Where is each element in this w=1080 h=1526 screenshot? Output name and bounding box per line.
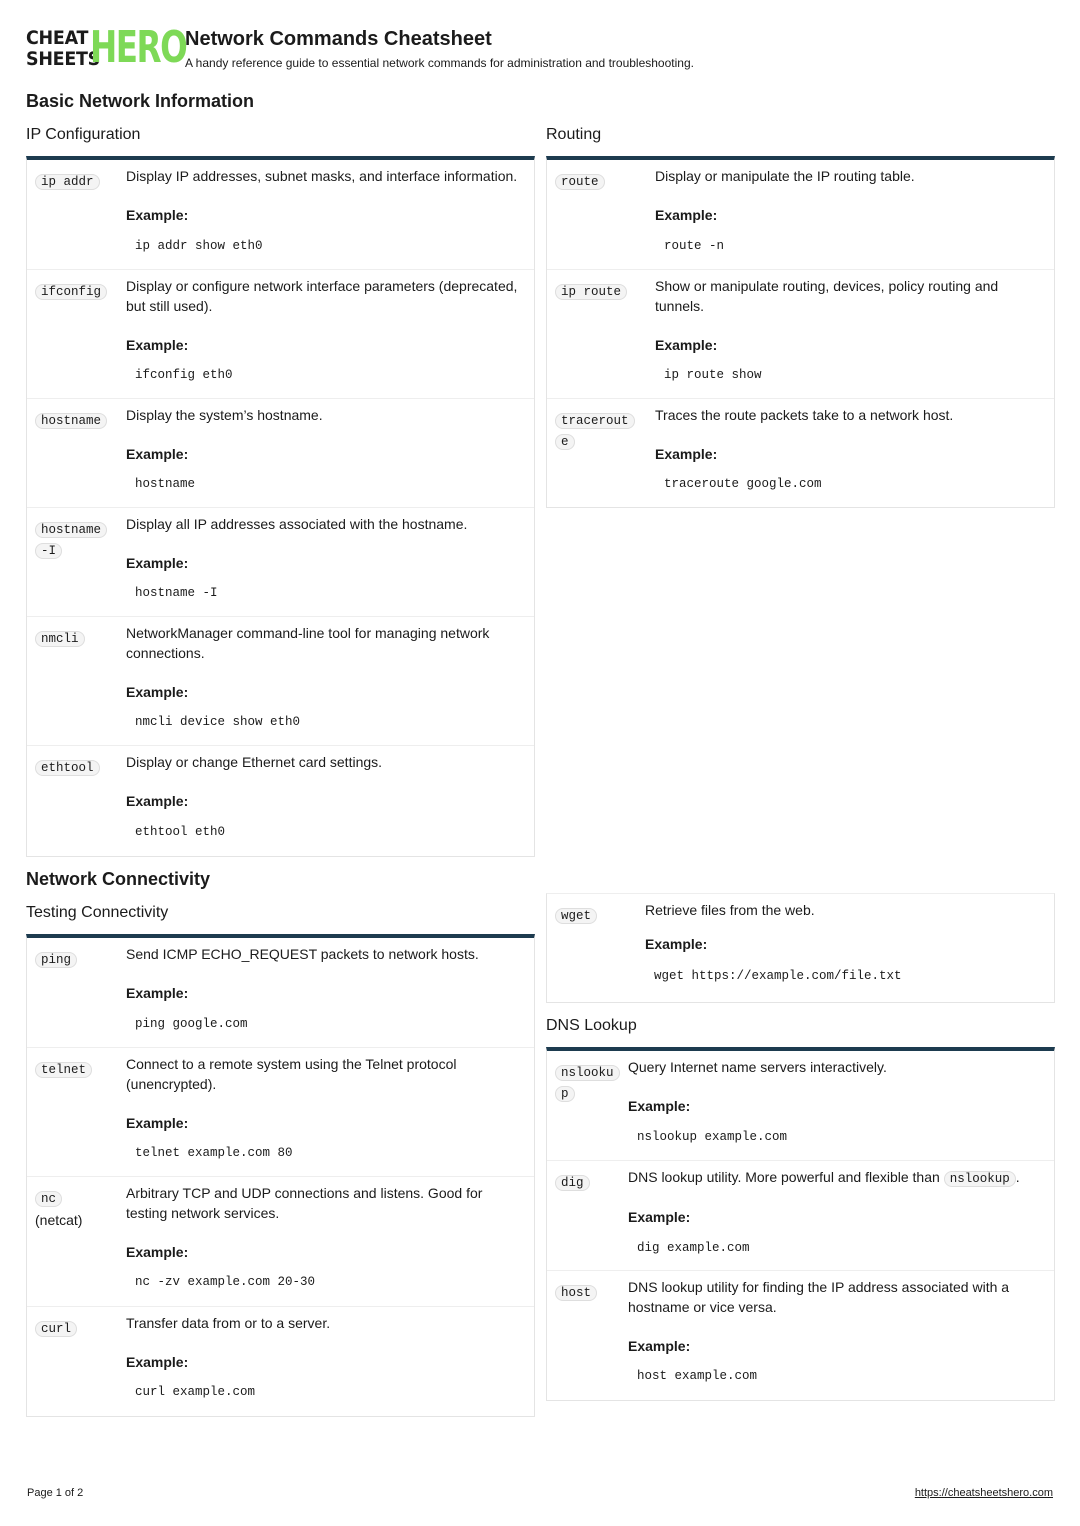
table-row [547, 270, 1054, 399]
description-cell: Show or manipulate routing, devices, policy routing and tunnels. [655, 278, 999, 314]
example-label: Example: [655, 207, 718, 223]
command-cell: wget [555, 906, 597, 927]
example-label: Example: [126, 684, 189, 700]
example-label: Example: [126, 793, 189, 809]
command-cell: ethtool [35, 758, 100, 779]
section-title-connectivity: Network Connectivity [26, 869, 211, 889]
example-code: nmcli device show eth0 [135, 715, 301, 729]
command-cell: nmcli [35, 629, 85, 650]
page-number: Page 1 of 2 [27, 1487, 84, 1499]
table-row [27, 1307, 534, 1416]
inline-code: nslookup [944, 1171, 1016, 1187]
logo-hero-text: HERO [90, 22, 187, 73]
example-code: host example.com [637, 1369, 758, 1383]
site-link[interactable]: https://cheatsheetshero.com [914, 1487, 1053, 1499]
example-code: nc -zv example.com 20-30 [135, 1275, 316, 1289]
description-cell: Arbitrary TCP and UDP connections and listens. Good for testing network services. [126, 1185, 483, 1221]
subsection-title-routing: Routing [546, 126, 602, 143]
table-row [547, 1161, 1054, 1271]
description-cell: NetworkManager command-line tool for managing network connections. [126, 625, 490, 661]
example-code: dig example.com [637, 1241, 750, 1255]
description-cell: Query Internet name servers interactively. [628, 1059, 887, 1075]
example-code: hostname [135, 477, 196, 491]
example-label: Example: [645, 936, 708, 952]
description-cell: Display or manipulate the IP routing table. [655, 168, 915, 184]
table-row [27, 270, 534, 399]
example-label: Example: [126, 337, 189, 353]
description-cell: Display all IP addresses associated with the hostname. [126, 516, 468, 532]
example-label: Example: [126, 1354, 189, 1370]
description-cell: Display or configure network interface parameters (deprecated, but still used). [126, 278, 518, 314]
ip-configuration-table [26, 156, 535, 857]
command-cell: ping [35, 950, 77, 971]
table-row [27, 160, 534, 270]
command-cell: traceroute [555, 411, 635, 453]
example-code: hostname -I [135, 586, 218, 600]
table-row [27, 508, 534, 617]
command-cell: dig [555, 1173, 590, 1194]
description-cell: Display IP addresses, subnet masks, and interface information. [126, 168, 518, 184]
example-label: Example: [655, 337, 718, 353]
example-label: Example: [126, 1115, 189, 1131]
command-cell: hostname -I [35, 520, 105, 562]
example-code: nslookup example.com [637, 1130, 788, 1144]
description-cell: DNS lookup utility. More powerful and flexible than nslookup . [628, 1169, 1020, 1186]
section-title-basic: Basic Network Information [26, 91, 255, 111]
testing-connectivity-table [26, 934, 535, 1417]
table-row [547, 160, 1054, 270]
description-cell: Display the system’s hostname. [126, 407, 323, 423]
example-label: Example: [126, 207, 189, 223]
description-cell: DNS lookup utility for finding the IP address associated with a hostname or vice versa. [628, 1279, 1010, 1315]
example-code: ethtool eth0 [135, 825, 226, 839]
table-row [27, 399, 534, 508]
command-cell: hostname [35, 411, 107, 432]
cheatsheetshero-logo[interactable] [26, 22, 187, 73]
example-code: ping google.com [135, 1017, 248, 1031]
table-row [27, 1177, 534, 1307]
command-cell: ip addr [35, 172, 100, 193]
command-cell: ifconfig [35, 282, 107, 303]
subsection-title-dns-lookup: DNS Lookup [546, 1017, 637, 1034]
example-label: Example: [126, 1244, 189, 1260]
example-label: Example: [628, 1209, 691, 1225]
example-label: Example: [628, 1338, 691, 1354]
example-label: Example: [628, 1098, 691, 1114]
command-cell: host [555, 1283, 597, 1304]
subsection-title-ip-configuration: IP Configuration [26, 126, 141, 143]
command-cell: ip route [555, 282, 627, 303]
description-cell: Retrieve files from the web. [645, 902, 815, 918]
example-code: telnet example.com 80 [135, 1146, 293, 1160]
example-label: Example: [126, 555, 189, 571]
command-cell: telnet [35, 1060, 92, 1081]
logo-text: CHEAT SHEETS [26, 27, 100, 70]
table-row [27, 1048, 534, 1177]
description-cell: Connect to a remote system using the Telnet protocol (unencrypted). [126, 1056, 457, 1092]
example-code: curl example.com [135, 1385, 256, 1399]
table-row [547, 1271, 1054, 1400]
table-row [27, 746, 534, 856]
page-title: Network Commands Cheatsheet [185, 28, 492, 50]
description-cell: Display or change Ethernet card settings. [126, 754, 383, 770]
example-code: wget https://example.com/file.txt [654, 969, 902, 983]
subsection-title-testing-connectivity: Testing Connectivity [26, 904, 169, 921]
table-row [27, 617, 534, 746]
command-cell: nc (netcat) [35, 1192, 83, 1228]
table-row [27, 938, 534, 1048]
page-subtitle: A handy reference guide to essential network commands for administration and troubleshooting. [185, 56, 694, 70]
description-cell: Traces the route packets take to a network host. [655, 407, 954, 423]
example-label: Example: [126, 446, 189, 462]
dns-lookup-table [546, 1047, 1055, 1401]
example-code: ifconfig eth0 [135, 368, 233, 382]
example-label: Example: [126, 985, 189, 1001]
example-code: ip addr show eth0 [135, 239, 263, 253]
testing-connectivity-table-continued [546, 893, 1055, 1003]
description-cell: Transfer data from or to a server. [126, 1315, 331, 1331]
table-row [547, 1051, 1054, 1161]
example-code: traceroute google.com [664, 477, 822, 491]
command-cell: curl [35, 1319, 77, 1340]
example-code: ip route show [664, 368, 762, 382]
table-row [547, 399, 1054, 507]
routing-table [546, 156, 1055, 508]
example-code: route -n [664, 239, 725, 253]
table-row [547, 894, 1054, 1002]
command-cell: nslookup [555, 1063, 615, 1105]
description-cell: Send ICMP ECHO_REQUEST packets to network hosts. [126, 946, 479, 962]
command-cell: route [555, 172, 605, 193]
example-label: Example: [655, 446, 718, 462]
